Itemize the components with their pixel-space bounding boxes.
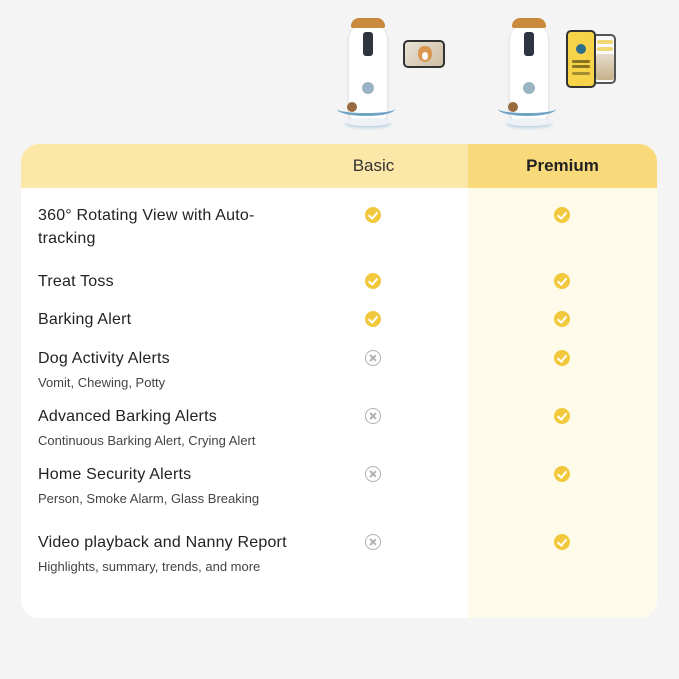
phone-subscription-lock-icon: [566, 30, 596, 88]
feature-title: Barking Alert: [38, 311, 132, 328]
feature-title: Treat Toss: [38, 273, 114, 290]
check-icon: [554, 207, 570, 223]
feature-subtitle: Person, Smoke Alarm, Glass Breaking: [38, 491, 260, 506]
dog-photo-icon: [596, 54, 614, 80]
check-icon: [365, 273, 381, 289]
dog-icon: [418, 46, 432, 62]
feature-subtitle: Highlights, summary, trends, and more: [38, 559, 261, 574]
comparison-table: [21, 144, 657, 618]
feature-title: Video playback and Nanny Report: [38, 534, 287, 551]
feature-subtitle: Vomit, Chewing, Potty: [38, 375, 166, 390]
furbo-camera-icon: [506, 18, 552, 130]
feature-title: Home Security Alerts: [38, 466, 192, 483]
phone-live-view-icon: [403, 40, 445, 68]
cross-icon: [365, 408, 381, 424]
column-header-basic: Basic: [352, 156, 395, 175]
feature-subtitle: Continuous Barking Alert, Crying Alert: [38, 433, 256, 448]
furbo-camera-icon: [345, 18, 391, 130]
check-icon: [554, 311, 570, 327]
cross-icon: [365, 466, 381, 482]
cross-icon: [365, 350, 381, 366]
check-icon: [554, 408, 570, 424]
feature-title: 360° Rotating View with Auto-tracking: [38, 207, 255, 247]
check-icon: [554, 466, 570, 482]
cross-icon: [365, 534, 381, 550]
check-icon: [365, 207, 381, 223]
premium-product-image: [498, 14, 618, 130]
check-icon: [554, 534, 570, 550]
check-icon: [365, 311, 381, 327]
check-icon: [554, 273, 570, 289]
feature-title: Advanced Barking Alerts: [38, 408, 217, 425]
product-images: [0, 0, 679, 140]
column-header-premium: Premium: [526, 156, 599, 175]
basic-product-image: [337, 14, 457, 130]
feature-title: Dog Activity Alerts: [38, 350, 170, 367]
lock-icon: [576, 44, 586, 54]
check-icon: [554, 350, 570, 366]
